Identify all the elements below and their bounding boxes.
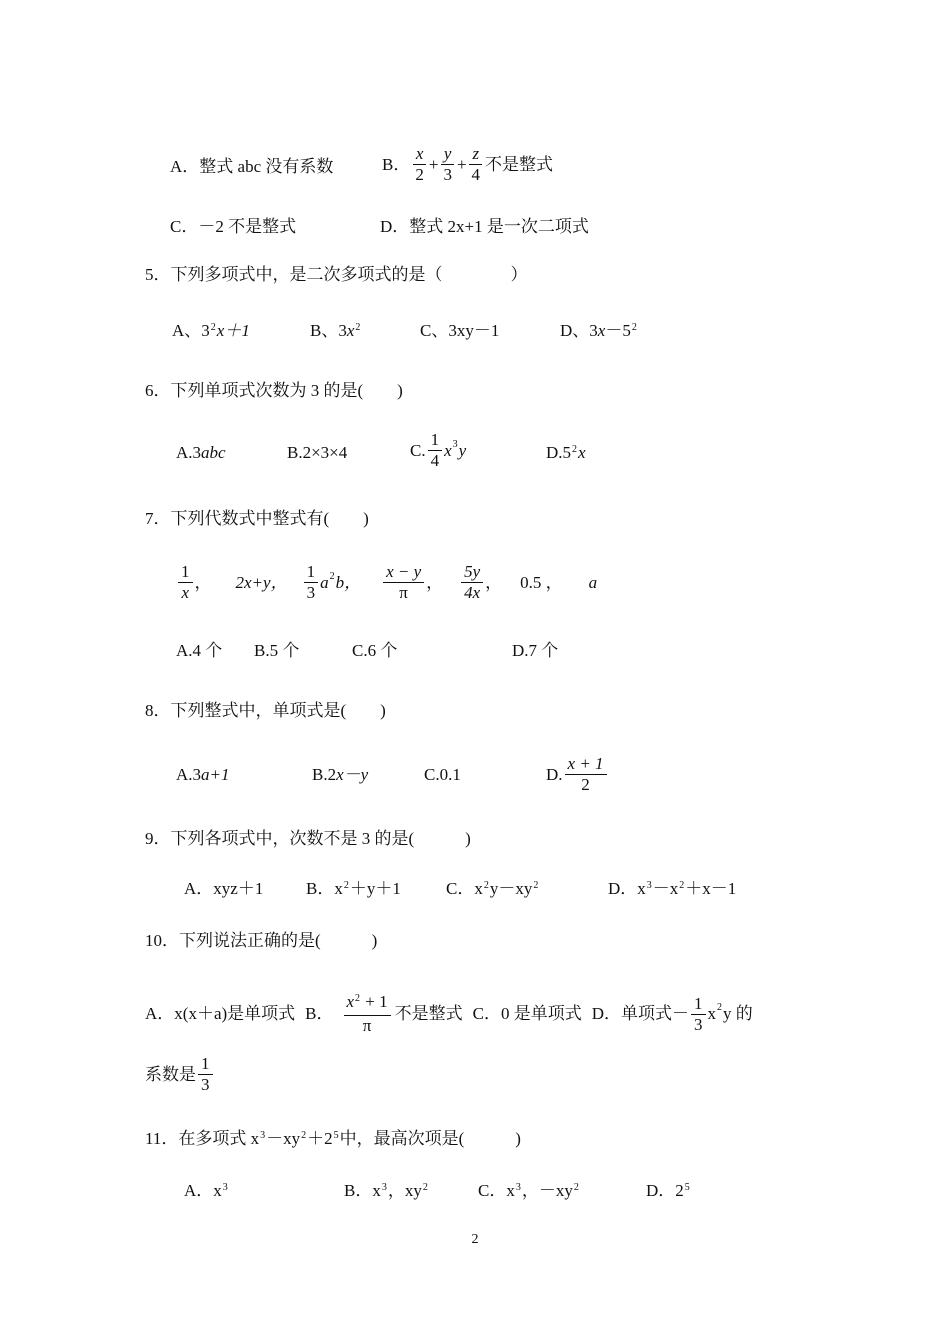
q8-option-c: C.0.1 [424,765,461,784]
q7-option-d: D.7 个 [512,641,559,660]
fraction: $\frac{1}{3}$ [304,562,319,603]
q11-stem: 11．在多项式 $x^3-xy^2+2^5$中，最高次项是( ) [145,1129,521,1148]
q4-option-b [382,144,553,185]
fraction: $\frac{1}{x}$ [178,562,193,603]
q4-option-b-prefix: B． [382,154,411,174]
q7-expr-2: 2x+y， [235,572,288,592]
q11-option-d: D．$2^5$ [646,1181,690,1200]
q6-stem: 6．下列单项式次数为 3 的是( ) [145,381,403,400]
q4-option-d: D．整式 2x+1 是一次二项式 [380,217,589,236]
q7-option-a: A.4 个 [176,641,223,660]
plus-sign: + [456,154,467,174]
q8-option-b: B.2x－y [312,765,369,784]
q6-option-d: $D.5^2x$ [546,443,586,462]
q9-option-a: A．xyz＋1 [184,879,264,898]
q11-option-a: A．$x^3$ [184,1181,228,1200]
fraction: $\frac{x - y}{\pi}$ [383,562,424,603]
q4-option-b-suffix: 不是整式 [485,154,554,174]
q4-option-a: A．整式 abc 没有系数 [170,157,334,176]
fraction: $\frac{y}{3}$ [440,144,455,185]
q7-stem: 7．下列代数式中整式有( ) [145,509,369,528]
q9-option-d: D．$x^3-x^2+x-1$ [608,879,737,898]
fraction: $\frac{1}{4}$ [428,430,443,471]
fraction: $\frac{x^2 + 1}{\pi}$ [344,992,391,1036]
q8-option-a: A.3a+1 [176,765,230,784]
q10-option-a: A．x(x＋a)是单项式 [145,1004,296,1023]
q4-option-c: C．－2 不是整式 [170,217,297,236]
page-number: 2 [471,1232,479,1247]
q10-option-c: C．0 是单项式 [472,1004,582,1023]
q9-option-c: C．$x^2y-xy^2$ [446,879,539,898]
q11-option-c: C．$x^3$，$-xy^2$ [478,1181,579,1200]
q9-option-b: B．$x^2+y+1$ [306,879,401,898]
plus-sign: + [428,154,439,174]
q7-expression-list: $\frac{1}{x}$ ， 2x+y， $\frac{1}{3}$ a 2 b， $\frac{x - y}{\pi}$ ， $\frac{5y}{4x}$ ， 0.5 ， a [176,562,597,603]
q5-option-a: A、$3^2x+1$ [172,321,250,340]
fraction: $\frac{1}{3}$ [198,1054,213,1095]
q5-option-b: B、$3x^2$ [310,321,361,340]
q5-option-d: D、$3x-5^2$ [560,321,637,340]
q11-option-b: B．$x^3$，$xy^2$ [344,1181,428,1200]
fraction: $\frac{5y}{4x}$ [461,562,483,603]
q7-expr-6: 0.5 ， [520,572,563,592]
q10-option-d-continued: 系数是 $\frac{1}{3}$ [145,1054,215,1095]
fraction: $\frac{z}{4}$ [469,144,484,185]
fraction: $\frac{1}{3}$ [691,994,706,1035]
q7-option-b: B.5 个 [254,641,300,660]
q6-option-b: B.2×3×4 [287,443,348,462]
q10-stem: 10．下列说法正确的是( ) [145,931,378,950]
q8-option-d: D. $\frac{x + 1}{2}$ [546,754,609,795]
q8-stem: 8．下列整式中，单项式是( ) [145,701,386,720]
q7-expr-7: a [588,572,598,592]
q5-option-c: C、3xy－1 [420,321,500,340]
q10-options: A．x(x＋a)是单项式 B． $\frac{x^2 + 1}{\pi}$ 不是整式 C．0 是单项式 D．单项式－ $\frac{1}{3}$ x 2 y 的 [145,992,753,1035]
q6-option-a: A.3abc [176,443,226,462]
fraction: $\frac{x}{2}$ [412,144,427,185]
q6-option-c: C. $\frac{1}{4}$ x 3 y [410,430,467,470]
fraction: $\frac{x + 1}{2}$ [565,754,607,795]
q7-option-c: C.6 个 [352,641,398,660]
q5-stem: 5．下列多项式中，是二次多项式的是（ ） [145,265,528,284]
q9-stem: 9．下列各项式中，次数不是 3 的是( ) [145,829,471,848]
